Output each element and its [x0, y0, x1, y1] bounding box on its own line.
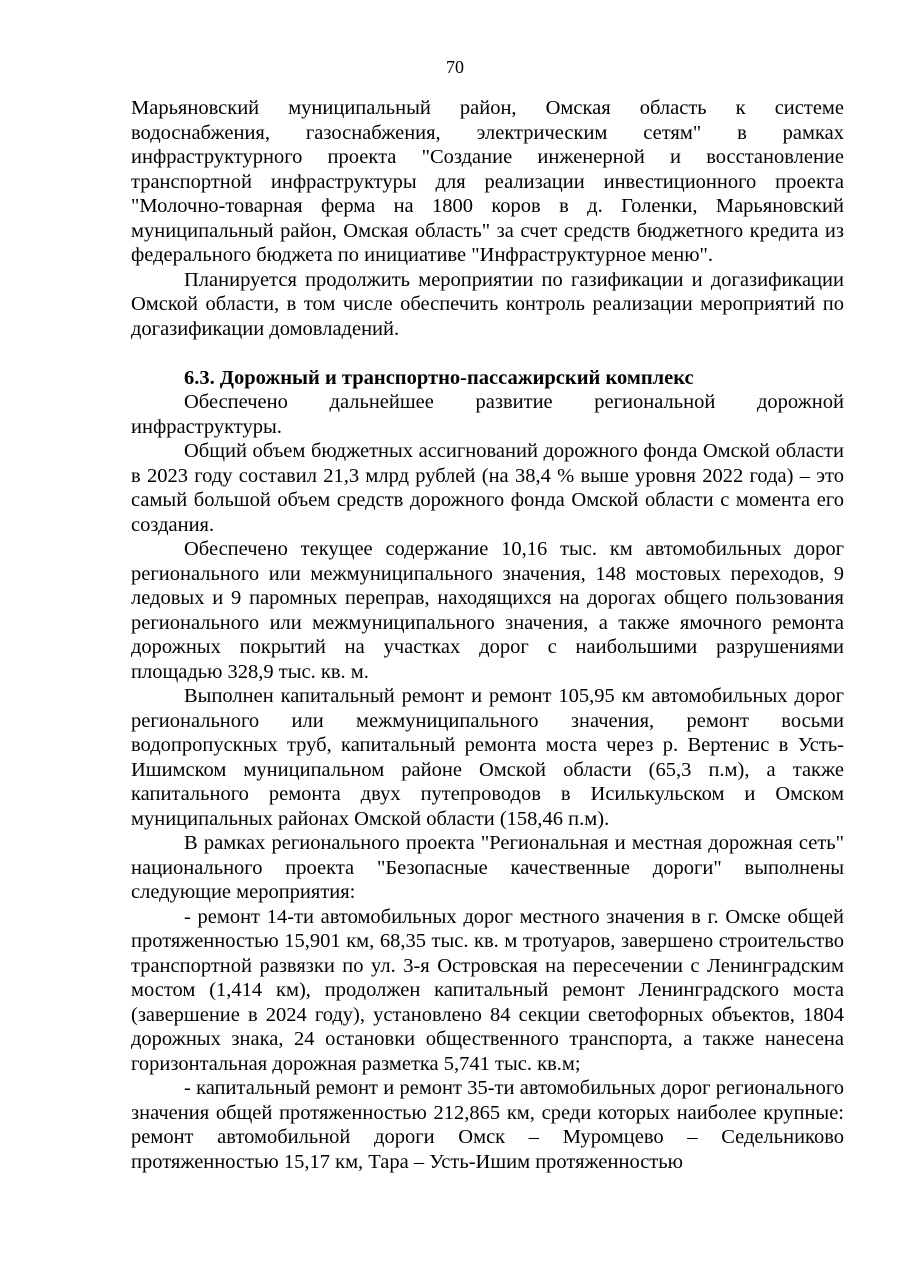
- paragraph-road-infrastructure: Обеспечено дальнейшее развитие региональной дорожной инфраструктуры.: [131, 391, 844, 438]
- page-number: 70: [446, 57, 464, 77]
- paragraph-national-project: В рамках регионального проекта "Региональная и местная дорожная сеть" национального проекта "Безопасные качественные дороги" выполнены следующие мероприятия:: [131, 832, 844, 903]
- paragraph-gasification-plan: Планируется продолжить мероприятии по газификации и догазификации Омской области, в том числе обеспечить контроль реализации мероприятий по догазификации домовладений.: [131, 268, 844, 340]
- list-item-omsk-roads: - ремонт 14-ти автомобильных дорог местного значения в г. Омске общей протяженностью 15,901 км, 68,35 тыс. кв. м тротуаров, завершено строительство транспортной развязки по ул. 3-я Островская на пересечении с Ленинградским мостом (1,414 км), продолжен капитальный ремонт Ленинградского моста (завершение в 2024 году), установлено 84 секции светофорных объектов, 1804 дорожных знака, 24 остановки общественного транспорта, а также нанесена горизонтальная дорожная разметка 5,741 тыс. кв.м;: [131, 905, 844, 1075]
- list-item-regional-roads: - капитальный ремонт и ремонт 35-ти автомобильных дорог регионального значения общей протяженностью 212,865 км, среди которых наиболее крупные: ремонт автомобильной дороги Омск – Муромцево – Седельниково протяженностью 15,17 км, Тара – Усть-Ишим протяженностью: [131, 1077, 844, 1173]
- document-body: [131, 96, 844, 1174]
- paragraph-maintenance: Обеспечено текущее содержание 10,16 тыс. км автомобильных дорог регионального или межмуниципального значения, 148 мостовых переходов, 9 ледовых и 9 паромных переправ, находящихся на дорогах общего пользования регионального или межмуниципального значения, а также ямочного ремонта дорожных покрытий на участках дорог с наибольшими разрушениями площадью 328,9 тыс. кв. м.: [131, 538, 844, 683]
- paragraph-road-fund: Общий объем бюджетных ассигнований дорожного фонда Омской области в 2023 году составил 21,3 млрд рублей (на 38,4 % выше уровня 2022 года) – это самый большой объем средств дорожного фонда Омской области с момента его создания.: [131, 440, 844, 536]
- paragraph-continuation: Марьяновский муниципальный район, Омская область к системе водоснабжения, газоснабжения, электрическим сетям" в рамках инфраструктурного проекта "Создание инженерной и восстановление транспортной инфраструктуры для реализации инвестиционного проекта "Молочно-товарная ферма на 1800 коров в д. Голенки, Марьяновский муниципальный район, Омская область" за счет средств бюджетного кредита из федерального бюджета по инициативе "Инфраструктурное меню".: [131, 97, 844, 266]
- paragraph-capital-repair: Выполнен капитальный ремонт и ремонт 105,95 км автомобильных дорог регионального или межмуниципального значения, ремонт восьми водопропускных труб, капитальный ремонта моста через р. Вертенис в Усть-Ишимском муниципальном районе Омской области (65,3 п.м), а также капитального ремонта двух путепроводов в Исилькульском и Омском муниципальных районах Омской области (158,46 п.м).: [131, 685, 844, 830]
- section-heading: 6.3. Дорожный и транспортно-пассажирский комплекс: [184, 366, 694, 389]
